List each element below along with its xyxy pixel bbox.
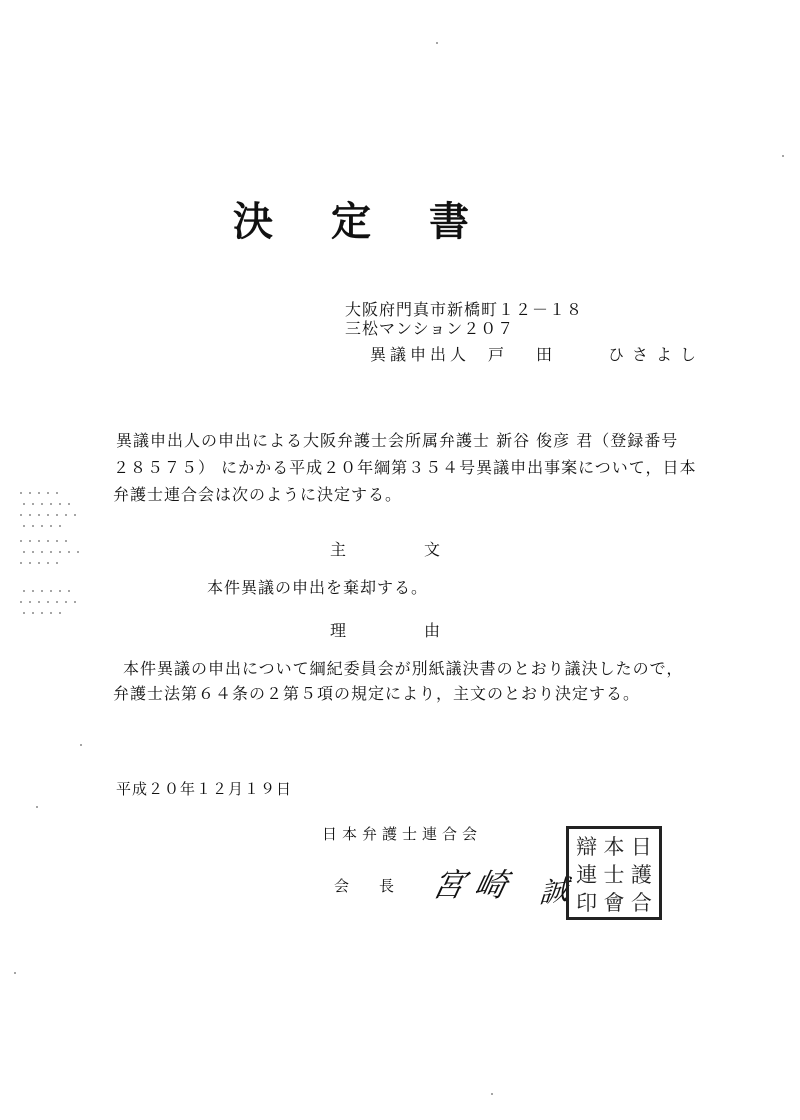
seal-char: 辯 — [576, 835, 598, 859]
reason-line-1: 本件異議の申出について綱紀委員会が別紙議決書のとおり議決したので， — [123, 659, 684, 678]
scan-speck — [50, 612, 52, 614]
scan-speck — [59, 612, 61, 614]
scan-speck — [50, 551, 52, 553]
handwritten-signature: 宮崎 — [428, 866, 521, 904]
scan-speck — [65, 540, 67, 542]
scan-speck — [29, 540, 31, 542]
reason-line-2: 弁護士法第６４条の２第５項の規定により，主文のとおり決定する。 — [113, 684, 641, 703]
scan-speck — [29, 514, 31, 516]
document-title: 決定書 — [233, 198, 527, 245]
scan-speck — [77, 551, 79, 553]
scan-speck — [56, 540, 58, 542]
reason-heading: 理由 — [330, 621, 519, 640]
scan-speck — [47, 492, 49, 494]
scan-speck — [29, 562, 31, 564]
scan-speck — [41, 612, 43, 614]
scan-speck — [47, 562, 49, 564]
main-heading: 主文 — [330, 540, 519, 559]
address-line-1: 大阪府門真市新橋町１２－１８ — [345, 300, 584, 319]
seal-char: 合 — [630, 891, 652, 915]
scan-speck — [23, 590, 25, 592]
scan-speck — [47, 601, 49, 603]
scan-speck — [59, 503, 61, 505]
seal-char: 士 — [603, 863, 625, 887]
address-line-2: 三松マンション２０７ — [345, 319, 515, 338]
organization-name: 日本弁護士連合会 — [322, 825, 483, 843]
body-line-3: 弁護士連合会は次のように決定する。 — [113, 485, 403, 504]
main-text: 本件異議の申出を棄却する。 — [207, 578, 429, 597]
seal-char: 連 — [576, 863, 598, 887]
scan-speck — [41, 503, 43, 505]
scan-speck — [38, 492, 40, 494]
handwritten-signature-tail: 誠 — [538, 873, 570, 910]
president-label: 会長 — [334, 877, 425, 895]
seal-char: 印 — [576, 891, 598, 915]
scan-speck — [74, 601, 76, 603]
seal-char: 日 — [630, 835, 652, 859]
scan-speck — [59, 525, 61, 527]
scan-speck — [41, 525, 43, 527]
scan-speck — [32, 551, 34, 553]
scan-speck — [14, 972, 16, 974]
scan-speck — [59, 551, 61, 553]
scan-speck — [38, 540, 40, 542]
seal-char: 護 — [630, 863, 652, 887]
scan-speck — [65, 601, 67, 603]
scan-speck — [20, 514, 22, 516]
scan-speck — [65, 514, 67, 516]
scan-speck — [29, 492, 31, 494]
scan-speck — [36, 806, 38, 808]
scan-speck — [47, 540, 49, 542]
scan-speck — [32, 525, 34, 527]
official-seal — [566, 826, 662, 920]
scan-speck — [80, 744, 82, 746]
scan-speck — [38, 562, 40, 564]
scan-speck — [41, 590, 43, 592]
scan-speck — [29, 601, 31, 603]
scan-speck — [68, 590, 70, 592]
scan-speck — [74, 514, 76, 516]
scan-speck — [56, 514, 58, 516]
scan-speck — [32, 503, 34, 505]
scan-speck — [20, 492, 22, 494]
body-line-2: ２８５７５） にかかる平成２０年綱第３５４号異議申出事案について，日本 — [113, 458, 697, 477]
scan-speck — [50, 503, 52, 505]
decision-date: 平成２０年１２月１９日 — [116, 780, 293, 798]
scan-speck — [38, 601, 40, 603]
scan-speck — [68, 551, 70, 553]
scan-speck — [56, 492, 58, 494]
scan-speck — [59, 590, 61, 592]
scan-speck — [23, 612, 25, 614]
scan-speck — [32, 590, 34, 592]
scan-speck — [38, 514, 40, 516]
scan-speck — [782, 155, 784, 157]
petitioner-name: 戸 田 ひさよし — [488, 345, 705, 364]
scan-speck — [20, 540, 22, 542]
scan-speck — [32, 612, 34, 614]
seal-char: 會 — [603, 891, 625, 915]
scan-speck — [41, 551, 43, 553]
body-line-1: 異議申出人の申出による大阪弁護士会所属弁護士 新谷 俊彦 君（登録番号 — [116, 431, 679, 450]
scan-speck — [23, 503, 25, 505]
scan-speck — [68, 503, 70, 505]
scan-speck — [56, 562, 58, 564]
petitioner-role: 異議申出人 — [370, 345, 471, 364]
scan-speck — [23, 525, 25, 527]
scan-speck — [20, 562, 22, 564]
scan-speck — [50, 525, 52, 527]
scan-speck — [436, 42, 438, 44]
scan-speck — [23, 551, 25, 553]
scan-speck — [491, 1093, 493, 1095]
scan-speck — [47, 514, 49, 516]
scan-speck — [20, 601, 22, 603]
scan-speck — [50, 590, 52, 592]
seal-char: 本 — [603, 835, 625, 859]
scan-speck — [56, 601, 58, 603]
